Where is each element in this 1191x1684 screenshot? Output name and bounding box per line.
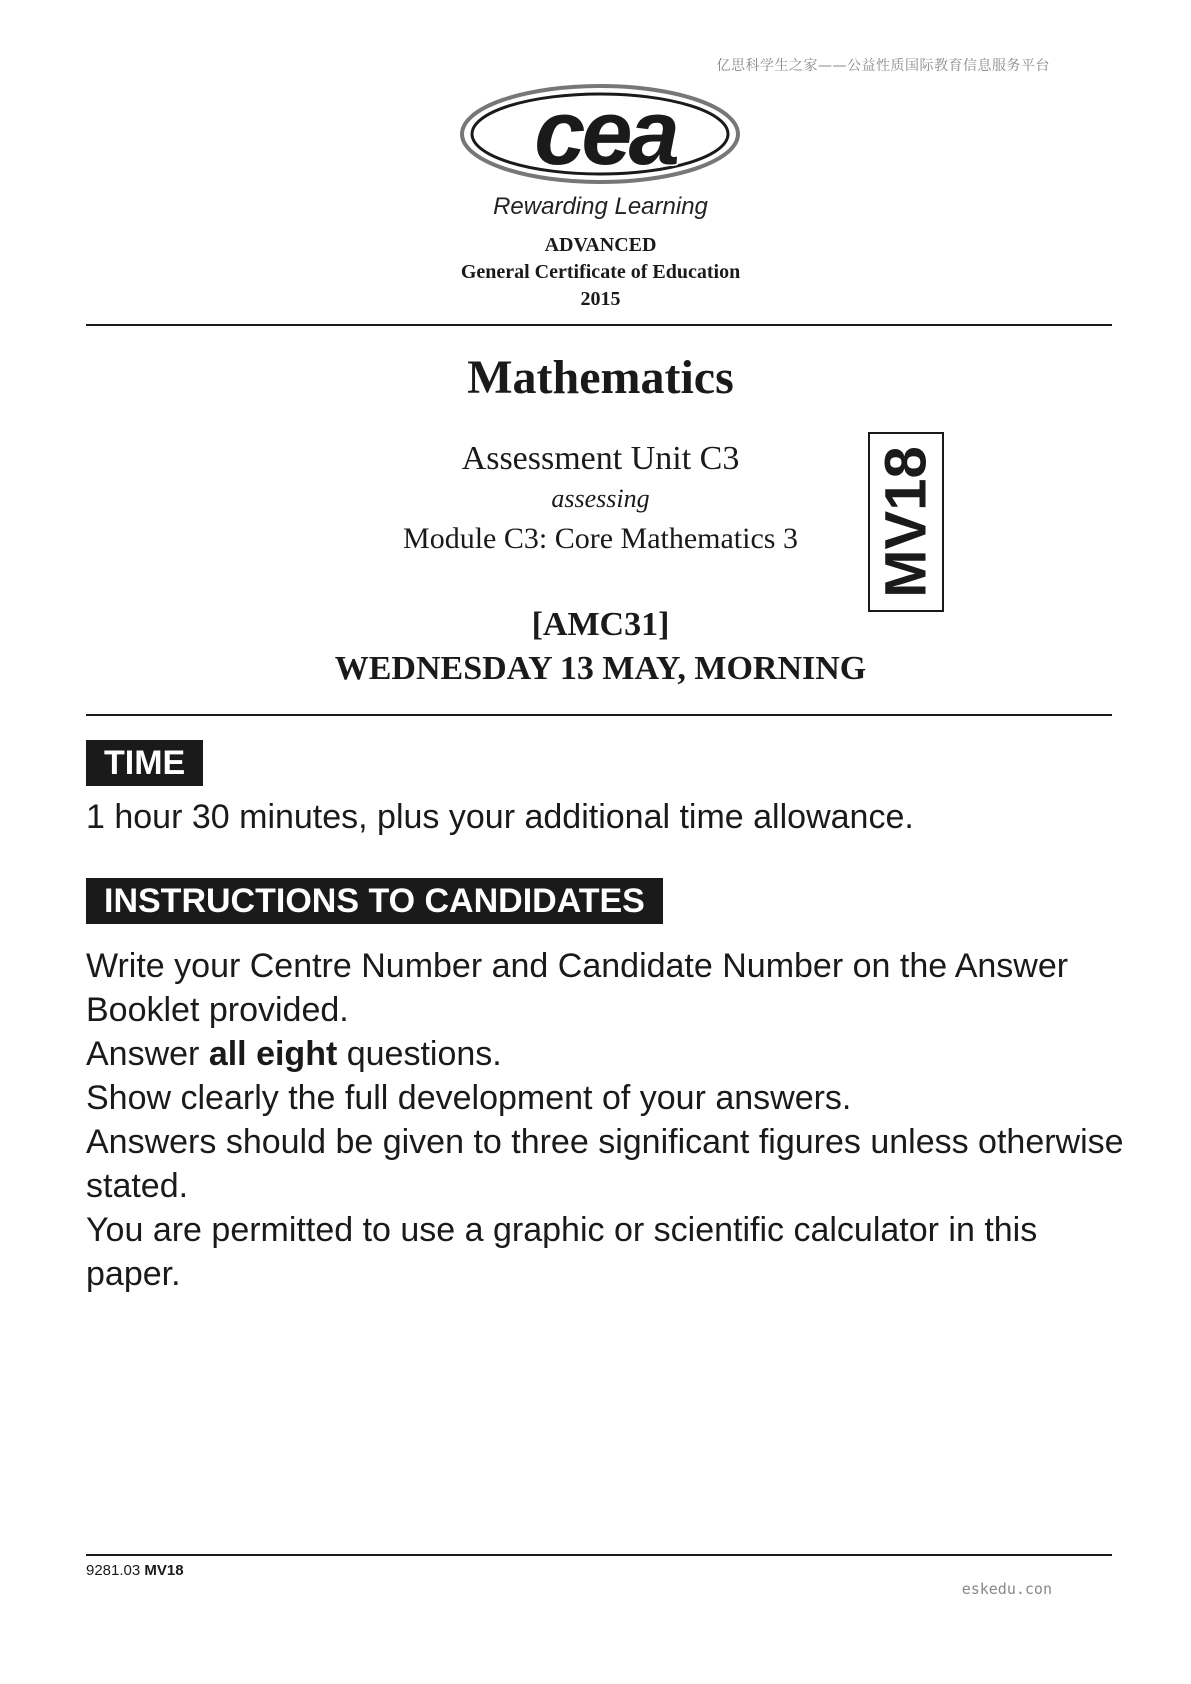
footer-code bbox=[86, 1562, 184, 1579]
subject-title: Mathematics bbox=[467, 351, 734, 404]
paper-code-box bbox=[868, 432, 944, 612]
unit-block bbox=[5, 438, 1191, 560]
qualification-label: General Certificate of Education bbox=[460, 261, 741, 283]
divider-middle bbox=[86, 714, 1112, 716]
divider-top bbox=[86, 324, 1112, 326]
unit-module: Module C3: Core Mathematics 3 bbox=[403, 522, 798, 555]
instructions-label: INSTRUCTIONS TO CANDIDATES bbox=[86, 878, 663, 924]
instruction-emphasis: all eight bbox=[208, 1035, 338, 1073]
footer-number: 9281.03 bbox=[86, 1562, 141, 1579]
year-label: 2015 bbox=[580, 288, 621, 310]
time-text: 1 hour 30 minutes, plus your additional time allowance. bbox=[86, 798, 914, 836]
exam-header bbox=[5, 232, 1191, 313]
paper-code: [AMC31] bbox=[531, 606, 670, 643]
divider-bottom bbox=[86, 1554, 1112, 1556]
time-label: TIME bbox=[86, 740, 203, 786]
cea-logo bbox=[455, 82, 745, 192]
instruction-line: Answers should be given to three significant figures unless otherwise stated. bbox=[86, 1123, 1124, 1205]
instruction-line: You are permitted to use a graphic or scientific calculator in this paper. bbox=[86, 1211, 1038, 1293]
instruction-text: Answer bbox=[86, 1035, 209, 1073]
level-label: ADVANCED bbox=[544, 234, 657, 256]
instruction-line bbox=[86, 1032, 1126, 1076]
svg-text:cea: cea bbox=[534, 82, 676, 184]
logo-tagline: Rewarding Learning bbox=[493, 193, 708, 220]
watermark-top: 亿思科学生之家——公益性质国际教育信息服务平台 bbox=[716, 58, 1050, 74]
paper-code-box-text: MV18 bbox=[873, 446, 939, 598]
unit-title: Assessment Unit C3 bbox=[461, 440, 740, 477]
instruction-line: Write your Centre Number and Candidate Number on the Answer Booklet provided. bbox=[86, 947, 1069, 1029]
unit-assessing: assessing bbox=[551, 484, 650, 513]
footer-paper-code: MV18 bbox=[144, 1562, 184, 1579]
instructions-list bbox=[86, 944, 1126, 1296]
instruction-line: Show clearly the full development of your answers. bbox=[86, 1079, 852, 1117]
instruction-text: questions. bbox=[337, 1035, 502, 1073]
watermark-bottom: eskedu.con bbox=[961, 1580, 1052, 1598]
exam-date: WEDNESDAY 13 MAY, MORNING bbox=[334, 650, 867, 687]
